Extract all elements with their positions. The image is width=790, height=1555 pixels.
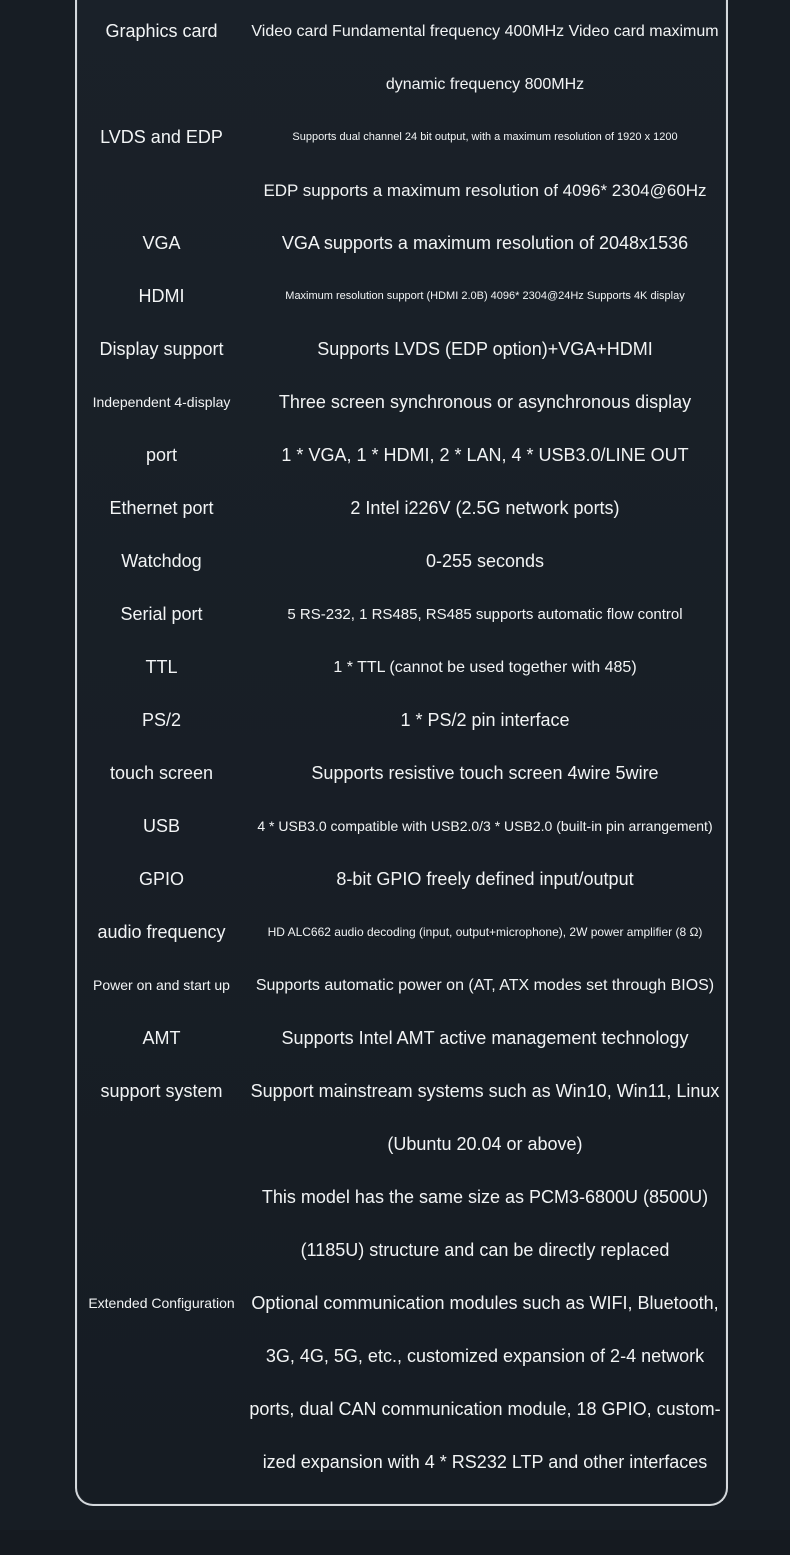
spec-value-support-system-cont: (Ubuntu 20.04 or above)	[387, 1134, 583, 1154]
spec-label-ps2: PS/2	[141, 710, 182, 730]
spec-label-gpio: GPIO	[138, 869, 184, 889]
spec-value-edp: EDP supports a maximum resolution of 4096* 2304@60Hz	[263, 181, 707, 200]
spec-label-vga: VGA	[142, 233, 181, 253]
spec-label-amt: AMT	[142, 1028, 181, 1048]
spec-label-ttl: TTL	[145, 657, 178, 677]
spec-label-ethernet-port: Ethernet port	[109, 498, 214, 518]
spec-value-ethernet-port: 2 Intel i226V (2.5G network ports)	[350, 498, 620, 518]
spec-value-touch-screen: Supports resistive touch screen 4wire 5wire	[311, 763, 659, 783]
spec-label-power-on: Power on and start up	[93, 977, 230, 993]
spec-value-graphics-card-cont: dynamic frequency 800MHz	[385, 76, 585, 93]
spec-label-audio-frequency: audio frequency	[97, 922, 226, 942]
spec-label-touch-screen: touch screen	[109, 763, 214, 783]
spec-value-port: 1 * VGA, 1 * HDMI, 2 * LAN, 4 * USB3.0/LINE OUT	[281, 445, 689, 465]
spec-value-hdmi: Maximum resolution support (HDMI 2.0B) 4096* 2304@24Hz Supports 4K display	[285, 290, 685, 302]
spec-value-extended-3: Optional communication modules such as WIFI, Bluetooth,	[251, 1293, 719, 1313]
spec-label-lvds-edp: LVDS and EDP	[100, 127, 223, 147]
spec-label-watchdog: Watchdog	[121, 551, 202, 571]
spec-value-extended-4: 3G, 4G, 5G, etc., customized expansion of 2-4 network	[265, 1346, 705, 1366]
spec-value-graphics-card: Video card Fundamental frequency 400MHz Video card maximum	[251, 23, 719, 40]
spec-value-watchdog: 0-255 seconds	[425, 551, 545, 571]
spec-value-extended-6: ized expansion with 4 * RS232 LTP and other interfaces	[262, 1452, 708, 1472]
spec-label-usb: USB	[142, 816, 180, 836]
spec-value-serial-port: 5 RS-232, 1 RS485, RS485 supports automatic flow control	[287, 606, 683, 623]
spec-value-ps2: 1 * PS/2 pin interface	[400, 710, 570, 730]
spec-value-vga: VGA supports a maximum resolution of 2048x1536	[281, 233, 689, 253]
spec-value-display-support: Supports LVDS (EDP option)+VGA+HDMI	[317, 339, 653, 359]
spec-label-support-system: support system	[100, 1081, 223, 1101]
spec-value-extended-1: This model has the same size as PCM3-6800U (8500U)	[261, 1187, 709, 1207]
spec-label-extended-configuration: Extended Configuration	[88, 1295, 235, 1311]
spec-value-amt: Supports Intel AMT active management technology	[281, 1028, 689, 1048]
spec-label-display-support: Display support	[99, 339, 224, 359]
bottom-band	[0, 1530, 790, 1555]
spec-label-independent-display: Independent 4-display	[92, 394, 231, 410]
spec-value-ttl: 1 * TTL (cannot be used together with 485)	[333, 659, 637, 676]
spec-label-serial-port: Serial port	[120, 604, 203, 624]
spec-value-extended-5: ports, dual CAN communication module, 18 GPIO, custom-	[249, 1399, 721, 1419]
spec-value-extended-2: (1185U) structure and can be directly replaced	[300, 1240, 670, 1260]
spec-label-port: port	[145, 445, 178, 465]
spec-value-usb: 4 * USB3.0 compatible with USB2.0/3 * USB2.0 (built-in pin arrangement)	[257, 818, 713, 834]
spec-value-audio-frequency: HD ALC662 audio decoding (input, output+microphone), 2W power amplifier (8 Ω)	[267, 925, 703, 939]
spec-value-gpio: 8-bit GPIO freely defined input/output	[336, 869, 634, 889]
spec-label-graphics-card: Graphics card	[105, 21, 218, 41]
spec-value-support-system: Support mainstream systems such as Win10, Win11, Linux	[250, 1081, 720, 1101]
spec-value-power-on: Supports automatic power on (AT, ATX modes set through BIOS)	[255, 977, 715, 994]
spec-value-independent-display: Three screen synchronous or asynchronous display	[278, 392, 692, 412]
spec-value-lvds: Supports dual channel 24 bit output, with a maximum resolution of 1920 x 1200	[292, 131, 678, 143]
spec-label-hdmi: HDMI	[138, 286, 185, 306]
